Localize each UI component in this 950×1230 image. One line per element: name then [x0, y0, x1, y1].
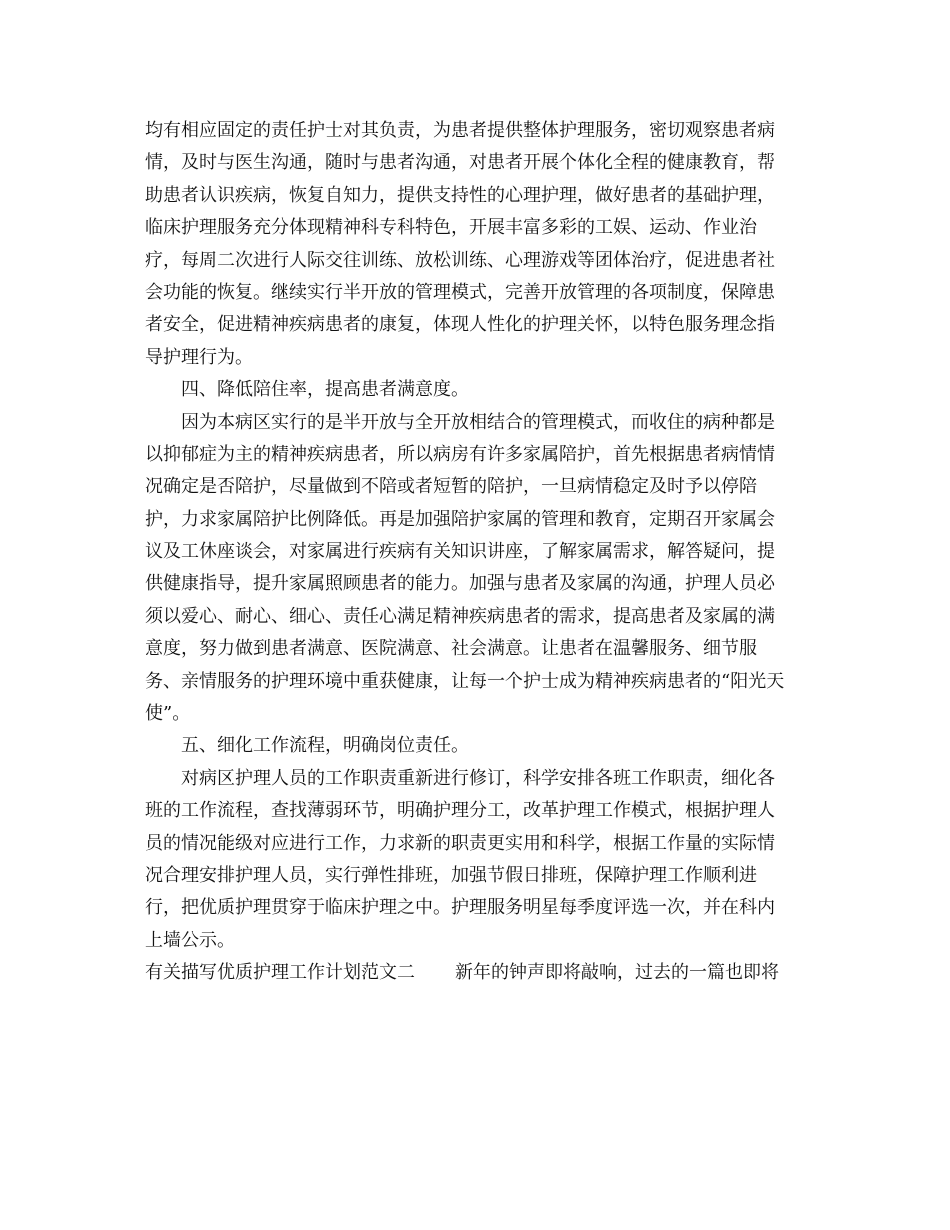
- text-line: 助患者认识疾病，恢复自知力，提供支持性的心理护理，做好患者的基础护理，: [145, 184, 775, 206]
- text-line: 者安全，促进精神疾病患者的康复，体现人性化的护理关怀，以特色服务理念指: [145, 314, 775, 336]
- text-line: 须以爱心、耐心、细心、责任心满足精神疾病患者的需求，提高患者及家属的满: [145, 605, 775, 627]
- text-line: 意度，努力做到患者满意、医院满意、社会满意。让患者在温馨服务、细节服: [145, 638, 757, 660]
- text-line: 五、细化工作流程，明确岗位责任。: [181, 735, 469, 757]
- text-line: 临床护理服务充分体现精神科专科特色，开展丰富多彩的工娱、运动、作业治: [145, 217, 757, 239]
- text-line: 员的情况能级对应进行工作，力求新的职责更实用和科学，根据工作量的实际情: [145, 832, 775, 854]
- text-line: 因为本病区实行的是半开放与全开放相结合的管理模式，而收住的病种都是: [181, 411, 775, 433]
- text-line: 疗，每周二次进行人际交往训练、放松训练、心理游戏等团体治疗，促进患者社: [145, 249, 775, 271]
- text-line: 会功能的恢复。继续实行半开放的管理模式，完善开放管理的各项制度，保障患: [145, 281, 775, 303]
- text-line: 况合理安排护理人员，实行弹性排班，加强节假日排班，保障护理工作顺利进: [145, 864, 757, 886]
- text-line: 使”。: [145, 703, 191, 725]
- text-line: 行，把优质护理贯穿于临床护理之中。护理服务明星每季度评选一次，并在科内: [145, 897, 775, 919]
- text-line: 以抑郁症为主的精神疾病患者，所以病房有许多家属陪护，首先根据患者病情情: [145, 443, 775, 465]
- text-line: 务、亲情服务的护理环境中重获健康，让每一个护士成为精神疾病患者的“阳光天: [145, 670, 785, 692]
- title-gap: [415, 957, 455, 989]
- text-line: 供健康指导，提升家属照顾患者的能力。加强与患者及家属的沟通，护理人员必: [145, 573, 775, 595]
- document-footer-line: [145, 957, 805, 989]
- text-line: 四、降低陪住率，提高患者满意度。: [181, 379, 469, 401]
- text-line: 导护理行为。: [145, 346, 253, 368]
- text-line: 情，及时与医生沟通，随时与患者沟通，对患者开展个体化全程的健康教育，帮: [145, 152, 775, 174]
- text-line: 对病区护理人员的工作职责重新进行修订，科学安排各班工作职责，细化各: [181, 767, 775, 789]
- text-line: 班的工作流程，查找薄弱环节，明确护理分工，改革护理工作模式，根据护理人: [145, 800, 775, 822]
- text-line: 上墙公示。: [145, 929, 235, 951]
- text-line: 护，力求家属陪护比例降低。再是加强陪护家属的管理和教育，定期召开家属会: [145, 508, 775, 530]
- text-line: 况确定是否陪护，尽量做到不陪或者短暂的陪护，一旦病情稳定及时予以停陪: [145, 476, 757, 498]
- next-article-title: 有关描写优质护理工作计划范文二: [145, 962, 415, 984]
- text-line: 议及工休座谈会，对家属进行疾病有关知识讲座，了解家属需求，解答疑问，提: [145, 541, 775, 563]
- next-article-opening: 新年的钟声即将敲响，过去的一篇也即将: [455, 962, 779, 984]
- document-body: [145, 115, 805, 990]
- text-line: 均有相应固定的责任护士对其负责，为患者提供整体护理服务，密切观察患者病: [145, 120, 775, 141]
